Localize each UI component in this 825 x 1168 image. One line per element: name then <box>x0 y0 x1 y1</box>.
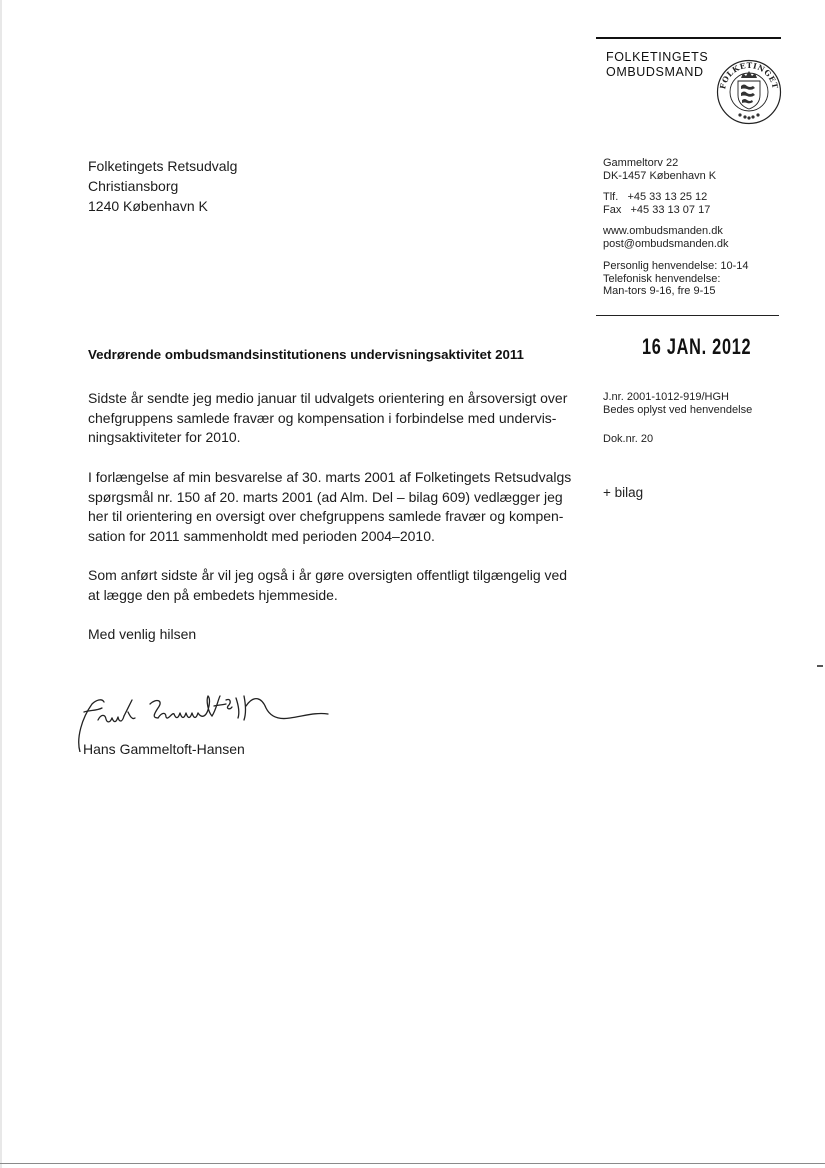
paragraph-line: Sidste år sendte jeg medio januar til udvalgets orientering en årsoversigt over <box>88 390 568 406</box>
contact-email: post@ombudsmanden.dk <box>603 237 729 250</box>
body-paragraph-2 <box>88 468 572 546</box>
reference-block <box>603 391 752 416</box>
contact-phone: Tlf. +45 33 13 25 12 <box>603 191 708 203</box>
enclosure-note: + bilag <box>603 485 644 500</box>
recipient-line2: Christiansborg <box>88 178 179 194</box>
hours-phone: Man-tors 9-16, fre 9-15 <box>603 285 716 297</box>
paragraph-line: at lægge den på embedets hjemmeside. <box>88 586 338 603</box>
paragraph-line: spørgsmål nr. 150 af 20. marts 2001 (ad Alm. Del – bilag 609) vedlægger jeg <box>88 488 563 505</box>
paragraph-line: ningsaktiviteter for 2010. <box>88 429 241 445</box>
contact-fax: Fax +45 33 13 07 17 <box>603 203 711 216</box>
contact-street: Gammeltorv 22 <box>603 157 679 169</box>
recipient-address <box>88 156 237 216</box>
recipient-line1: Folketingets Retsudvalg <box>88 158 238 174</box>
contact-hours <box>603 260 749 298</box>
signer-name: Hans Gammeltoft-Hansen <box>83 741 245 757</box>
contact-website: www.ombudsmanden.dk <box>603 225 723 237</box>
body-paragraph-3 <box>88 566 568 605</box>
paragraph-line: chefgruppens samlede fravær og kompensation i forbindelse med undervis- <box>88 409 557 426</box>
letter-subject: Vedrørende ombudsmandsinstitutionens undervisningsaktivitet 2011 <box>88 347 524 362</box>
contact-phone-fax <box>603 191 710 216</box>
closing-salutation: Med venlig hilsen <box>88 626 197 642</box>
contact-postcode-city: DK-1457 København K <box>603 169 717 182</box>
contact-address <box>603 157 716 182</box>
paragraph-line: sation for 2011 sammenholdt med perioden 2004–2010. <box>88 527 435 544</box>
org-name <box>606 50 708 80</box>
document-number: Dok.nr. 20 <box>603 433 654 445</box>
journal-note: Bedes oplyst ved henvendelse <box>603 403 753 416</box>
contact-web <box>603 225 729 250</box>
journal-number: J.nr. 2001-1012-919/HGH <box>603 391 729 403</box>
org-name-line2: OMBUDSMAND <box>606 65 704 79</box>
hours-personal: Personlig henvendelse: 10-14 <box>603 260 749 272</box>
paragraph-line: her til orientering en oversigt over chefgruppens samlede fravær og kompen- <box>88 508 564 524</box>
body-paragraph-1 <box>88 389 568 448</box>
scan-bottom-line <box>0 1163 825 1164</box>
sidebar-rule <box>596 315 779 316</box>
recipient-line3: 1240 København K <box>88 198 208 214</box>
scan-edge <box>0 0 2 1168</box>
letterhead-rule <box>596 37 781 39</box>
org-name-line1: FOLKETINGETS <box>606 50 709 64</box>
date-stamp: 16 JAN. 2012 <box>642 334 752 359</box>
hours-phone-label: Telefonisk henvendelse: <box>603 272 721 285</box>
crest-seal-icon <box>716 59 782 125</box>
seal-text: FOLKETINGET <box>718 60 780 90</box>
paragraph-line: Som anført sidste år vil jeg også i år gøre oversigten offentligt tilgængelig ved <box>88 567 568 583</box>
paragraph-line: I forlængelse af min besvarelse af 30. marts 2001 af Folketingets Retsudvalgs <box>88 469 572 485</box>
scan-mark <box>817 665 823 667</box>
